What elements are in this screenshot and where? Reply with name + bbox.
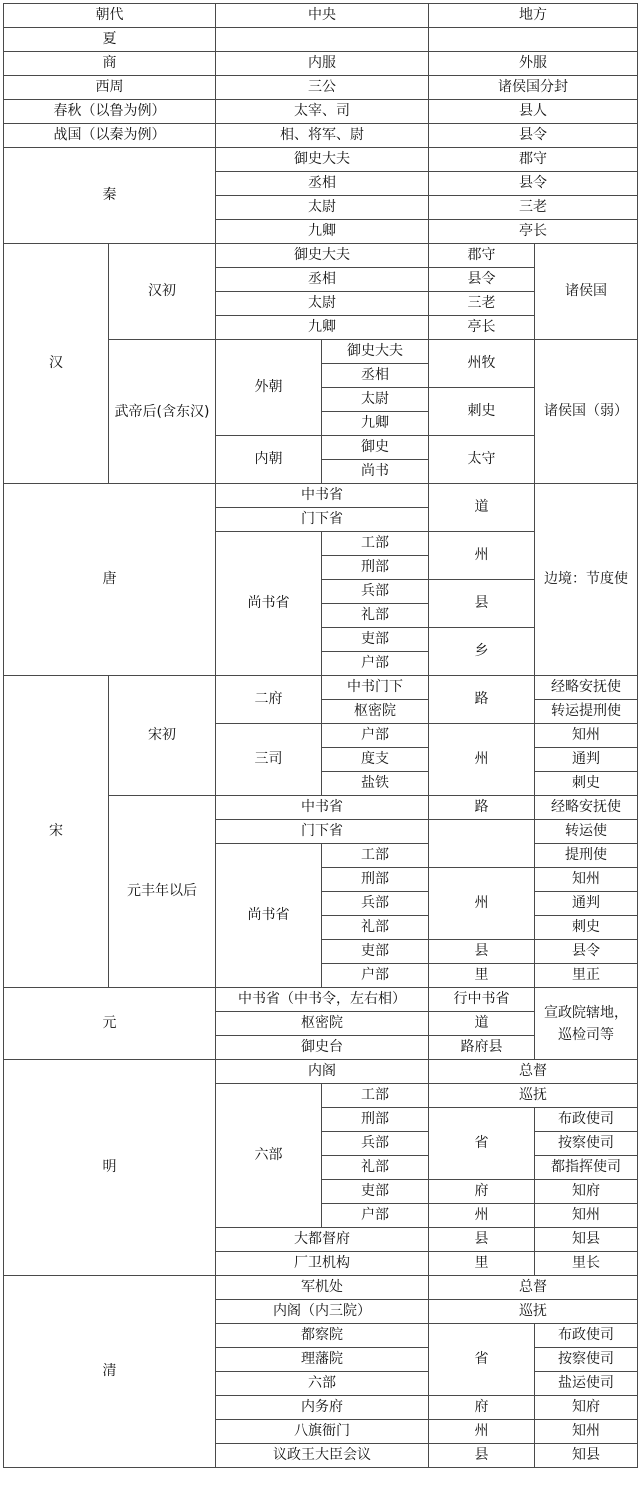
central-cell: 枢密院 — [216, 1012, 429, 1036]
official-cell: 经略安抚使 — [535, 676, 638, 700]
local-cell: 郡守 — [429, 244, 535, 268]
table-row — [4, 1276, 638, 1300]
local-cell-empty — [429, 820, 535, 868]
local-cell: 亭长 — [429, 316, 535, 340]
ministry-cell: 工部 — [322, 532, 429, 556]
ministry-cell: 礼部 — [322, 1156, 429, 1180]
table-row — [4, 52, 638, 76]
office-cell: 户部 — [322, 724, 429, 748]
office-cell: 御史大夫 — [322, 340, 429, 364]
table-row — [4, 484, 638, 508]
official-cell: 都指挥使司 — [535, 1156, 638, 1180]
office-cell: 九卿 — [322, 412, 429, 436]
official-cell: 知州 — [535, 1204, 638, 1228]
dynasty-cell: 西周 — [4, 76, 216, 100]
feudal-cell: 诸侯国（弱） — [535, 340, 638, 484]
dynasty-yuan: 元 — [4, 988, 216, 1060]
special-region-cell: 宣政院辖地，巡检司等 — [535, 988, 638, 1060]
period-han-late: 武帝后(含东汉) — [109, 340, 216, 484]
official-cell: 知州 — [535, 1420, 638, 1444]
central-cell: 太尉 — [216, 292, 429, 316]
dynasty-cell: 商 — [4, 52, 216, 76]
local-cell: 路 — [429, 676, 535, 724]
local-cell: 县 — [429, 580, 535, 628]
local-cell: 县人 — [429, 100, 638, 124]
table-row — [4, 676, 638, 700]
local-cell: 路府县 — [429, 1036, 535, 1060]
central-cell: 议政王大臣会议 — [216, 1444, 429, 1468]
local-cell: 州 — [429, 868, 535, 940]
official-cell: 刺史 — [535, 916, 638, 940]
official-cell: 里正 — [535, 964, 638, 988]
local-cell: 省 — [429, 1108, 535, 1180]
office-cell: 太尉 — [322, 388, 429, 412]
period-han-early: 汉初 — [109, 244, 216, 340]
local-cell: 里 — [429, 1252, 535, 1276]
official-cell: 知州 — [535, 724, 638, 748]
local-cell: 行中书省 — [429, 988, 535, 1012]
local-cell: 县令 — [429, 268, 535, 292]
local-cell: 县 — [429, 940, 535, 964]
central-cell: 理藩院 — [216, 1348, 429, 1372]
local-cell: 三老 — [429, 196, 638, 220]
shangshu-cell: 尚书省 — [216, 844, 322, 988]
official-cell: 县令 — [535, 940, 638, 964]
central-cell: 御史大夫 — [216, 148, 429, 172]
sansi-cell: 三司 — [216, 724, 322, 796]
central-cell: 太尉 — [216, 196, 429, 220]
dynasty-han: 汉 — [4, 244, 109, 484]
central-cell: 中书省（中书令，左右相） — [216, 988, 429, 1012]
ministry-cell: 兵部 — [322, 1132, 429, 1156]
header-central: 中央 — [216, 4, 429, 28]
central-cell: 六部 — [216, 1372, 429, 1396]
header-row — [4, 4, 638, 28]
dynasty-government-table — [3, 3, 638, 1468]
central-cell: 军机处 — [216, 1276, 429, 1300]
office-cell: 御史 — [322, 436, 429, 460]
ministry-cell: 刑部 — [322, 556, 429, 580]
official-cell: 转运使 — [535, 820, 638, 844]
official-cell: 知县 — [535, 1228, 638, 1252]
local-cell: 道 — [429, 1012, 535, 1036]
central-cell: 九卿 — [216, 316, 429, 340]
official-cell: 知府 — [535, 1180, 638, 1204]
central-cell: 九卿 — [216, 220, 429, 244]
period-song-early: 宋初 — [109, 676, 216, 796]
local-cell: 州牧 — [429, 340, 535, 388]
local-cell: 路 — [429, 796, 535, 820]
table-row — [4, 124, 638, 148]
office-cell: 尚书 — [322, 460, 429, 484]
official-cell: 里长 — [535, 1252, 638, 1276]
ministry-cell: 户部 — [322, 652, 429, 676]
official-cell: 知府 — [535, 1396, 638, 1420]
central-cell: 门下省 — [216, 820, 429, 844]
header-local: 地方 — [429, 4, 638, 28]
local-cell: 外服 — [429, 52, 638, 76]
ministry-cell: 吏部 — [322, 1180, 429, 1204]
ministry-cell: 兵部 — [322, 580, 429, 604]
central-cell: 内阁（内三院） — [216, 1300, 429, 1324]
border-cell: 边境：节度使 — [535, 484, 638, 676]
period-song-yuanfeng: 元丰年以后 — [109, 796, 216, 988]
central-cell: 丞相 — [216, 268, 429, 292]
central-cell: 相、将军、尉 — [216, 124, 429, 148]
local-cell: 府 — [429, 1180, 535, 1204]
dynasty-qin: 秦 — [4, 148, 216, 244]
official-cell: 转运提刑使 — [535, 700, 638, 724]
central-cell: 中书省 — [216, 484, 429, 508]
table-row — [4, 148, 638, 172]
table-row — [4, 988, 638, 1012]
ministry-cell: 户部 — [322, 1204, 429, 1228]
local-cell: 里 — [429, 964, 535, 988]
office-cell: 枢密院 — [322, 700, 429, 724]
ministry-cell: 刑部 — [322, 1108, 429, 1132]
ministry-cell: 兵部 — [322, 892, 429, 916]
ministry-cell: 吏部 — [322, 940, 429, 964]
local-cell: 府 — [429, 1396, 535, 1420]
central-cell: 内阁 — [216, 1060, 429, 1084]
ministry-cell: 工部 — [322, 1084, 429, 1108]
central-cell: 内务府 — [216, 1396, 429, 1420]
office-cell: 中书门下 — [322, 676, 429, 700]
official-cell: 布政使司 — [535, 1324, 638, 1348]
central-cell: 中书省 — [216, 796, 429, 820]
dynasty-cell: 夏 — [4, 28, 216, 52]
local-cell: 县令 — [429, 172, 638, 196]
central-cell: 门下省 — [216, 508, 429, 532]
central-cell: 太宰、司 — [216, 100, 429, 124]
official-cell: 刺史 — [535, 772, 638, 796]
central-cell: 都察院 — [216, 1324, 429, 1348]
ministry-cell: 吏部 — [322, 628, 429, 652]
official-cell: 通判 — [535, 748, 638, 772]
local-cell: 县 — [429, 1228, 535, 1252]
ministry-cell: 户部 — [322, 964, 429, 988]
local-cell: 省 — [429, 1324, 535, 1396]
central-cell: 御史台 — [216, 1036, 429, 1060]
dynasty-song: 宋 — [4, 676, 109, 988]
central-cell: 厂卫机构 — [216, 1252, 429, 1276]
local-cell: 郡守 — [429, 148, 638, 172]
local-cell: 亭长 — [429, 220, 638, 244]
local-cell: 乡 — [429, 628, 535, 676]
official-cell: 知县 — [535, 1444, 638, 1468]
local-cell: 三老 — [429, 292, 535, 316]
table-row — [4, 1060, 638, 1084]
dynasty-qing: 清 — [4, 1276, 216, 1468]
central-cell: 八旗衙门 — [216, 1420, 429, 1444]
local-cell — [429, 28, 638, 52]
local-cell: 州 — [429, 724, 535, 796]
local-cell: 巡抚 — [429, 1084, 638, 1108]
central-cell: 御史大夫 — [216, 244, 429, 268]
central-cell: 三公 — [216, 76, 429, 100]
local-cell: 巡抚 — [429, 1300, 638, 1324]
official-cell: 经略安抚使 — [535, 796, 638, 820]
official-cell: 按察使司 — [535, 1348, 638, 1372]
table-row — [4, 76, 638, 100]
official-cell: 布政使司 — [535, 1108, 638, 1132]
official-cell: 提刑使 — [535, 844, 638, 868]
local-cell: 州 — [429, 1204, 535, 1228]
table-row — [4, 28, 638, 52]
ministry-cell: 礼部 — [322, 916, 429, 940]
official-cell: 知州 — [535, 868, 638, 892]
header-dynasty: 朝代 — [4, 4, 216, 28]
office-cell: 盐铁 — [322, 772, 429, 796]
erfu-cell: 二府 — [216, 676, 322, 724]
official-cell: 通判 — [535, 892, 638, 916]
ministry-cell: 刑部 — [322, 868, 429, 892]
outer-court-cell: 外朝 — [216, 340, 322, 436]
local-cell: 刺史 — [429, 388, 535, 436]
shangshu-cell: 尚书省 — [216, 532, 322, 676]
feudal-cell: 诸侯国 — [535, 244, 638, 340]
local-cell: 太守 — [429, 436, 535, 484]
table-row — [4, 100, 638, 124]
local-cell: 总督 — [429, 1060, 638, 1084]
central-cell — [216, 28, 429, 52]
local-cell: 总督 — [429, 1276, 638, 1300]
liubu-cell: 六部 — [216, 1084, 322, 1228]
official-cell: 盐运使司 — [535, 1372, 638, 1396]
local-cell: 州 — [429, 532, 535, 580]
central-cell: 内服 — [216, 52, 429, 76]
local-cell: 诸侯国分封 — [429, 76, 638, 100]
ministry-cell: 礼部 — [322, 604, 429, 628]
dynasty-tang: 唐 — [4, 484, 216, 676]
local-cell: 道 — [429, 484, 535, 532]
inner-court-cell: 内朝 — [216, 436, 322, 484]
central-cell: 丞相 — [216, 172, 429, 196]
local-cell: 县令 — [429, 124, 638, 148]
local-cell: 县 — [429, 1444, 535, 1468]
central-cell: 大都督府 — [216, 1228, 429, 1252]
ministry-cell: 工部 — [322, 844, 429, 868]
official-cell: 按察使司 — [535, 1132, 638, 1156]
dynasty-ming: 明 — [4, 1060, 216, 1276]
office-cell: 度支 — [322, 748, 429, 772]
dynasty-cell: 战国（以秦为例） — [4, 124, 216, 148]
local-cell: 州 — [429, 1420, 535, 1444]
dynasty-cell: 春秋（以鲁为例） — [4, 100, 216, 124]
office-cell: 丞相 — [322, 364, 429, 388]
table-row — [4, 244, 638, 268]
